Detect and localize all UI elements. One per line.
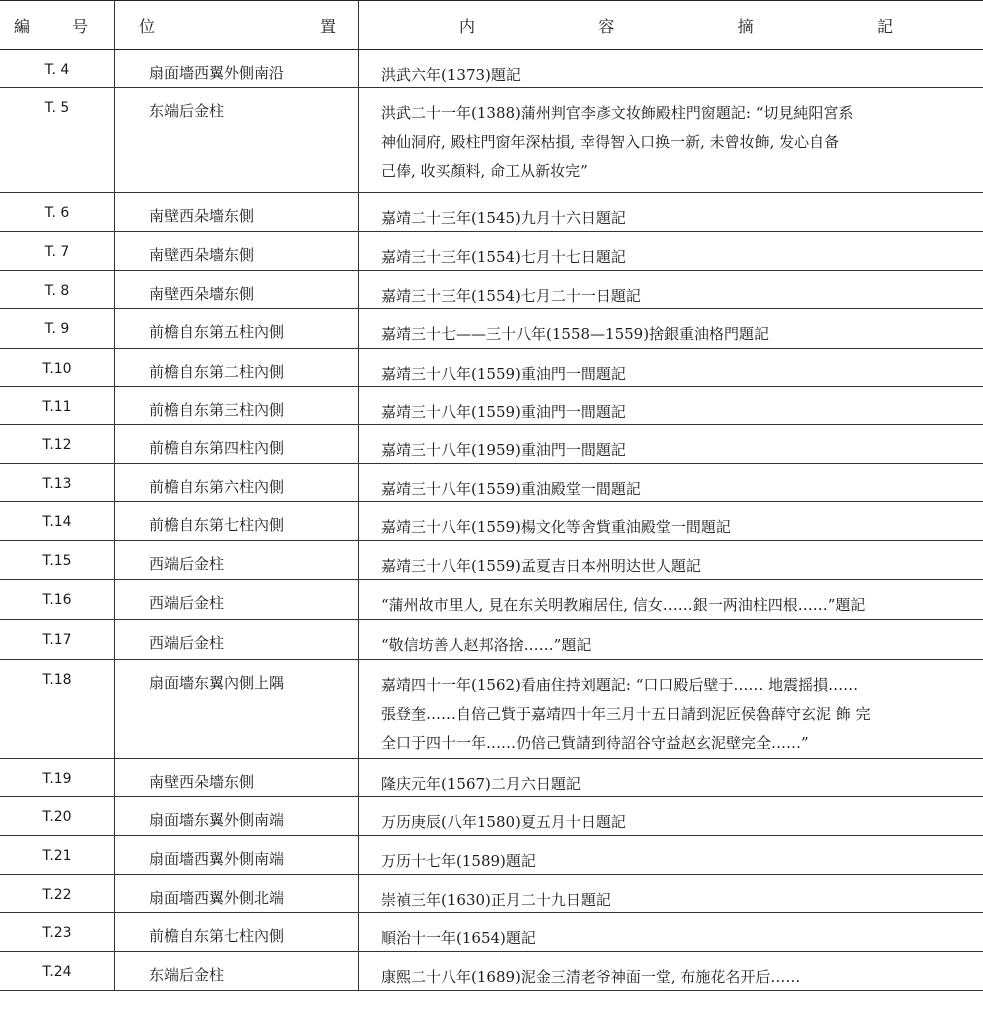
cell-content <box>359 425 983 463</box>
cell-location: 西端后金柱 <box>115 620 359 659</box>
cell-location: 前檐自东第三柱內側 <box>115 387 359 424</box>
cell-content <box>359 797 983 835</box>
table-row <box>0 387 983 425</box>
cell-location: 东端后金柱 <box>115 88 359 192</box>
cell-content <box>359 620 983 659</box>
content-line: 崇禎三年(1630)正月二十九日題記 <box>381 891 611 909</box>
cell-number: T. 6 <box>0 193 115 231</box>
cell-number: T.21 <box>0 836 115 874</box>
content-line: 嘉靖三十八年(1559)孟夏吉日本州明达世人題記 <box>381 557 701 575</box>
cell-content <box>359 875 983 912</box>
table-body <box>0 50 983 991</box>
content-line: 洪武二十一年(1388)蒲州判官李彥文妆飾殿柱門窗題記: “切見純阳宮系 <box>381 104 854 122</box>
content-line: 嘉靖三十三年(1554)七月二十一日題記 <box>381 287 641 305</box>
cell-number: T.13 <box>0 464 115 501</box>
content-line: 嘉靖三十七——三十八年(1558—1559)捨銀重油格門題記 <box>381 325 770 343</box>
cell-content <box>359 952 983 990</box>
table-header <box>0 1 983 50</box>
table-row <box>0 952 983 991</box>
cell-content <box>359 580 983 619</box>
table-row <box>0 913 983 952</box>
table-row <box>0 620 983 660</box>
content-line: 嘉靖三十三年(1554)七月十七日題記 <box>381 248 626 266</box>
cell-number: T.23 <box>0 913 115 951</box>
cell-content <box>359 913 983 951</box>
cell-number: T.20 <box>0 797 115 835</box>
table-row <box>0 875 983 913</box>
cell-number: T. 7 <box>0 232 115 270</box>
cell-location: 扇面墻东翼內側上隅 <box>115 660 359 758</box>
content-line: 嘉靖三十八年(1559)重油殿堂一間題記 <box>381 480 641 498</box>
content-line: 己俸, 收买顏料, 命工从新妆完” <box>381 162 588 180</box>
cell-location: 扇面墻东翼外側南端 <box>115 797 359 835</box>
cell-number: T.12 <box>0 425 115 463</box>
cell-content <box>359 836 983 874</box>
table-row <box>0 759 983 797</box>
cell-number: T.11 <box>0 387 115 424</box>
cell-content <box>359 502 983 540</box>
content-line: 隆庆元年(1567)二月六日題記 <box>381 775 581 793</box>
table-row <box>0 349 983 387</box>
cell-content <box>359 387 983 424</box>
content-line: 張登奎……自倍己貲于嘉靖四十年三月十五日請到泥匠侯魯薛守玄泥 飾 完 <box>381 705 871 723</box>
cell-number: T.18 <box>0 660 115 758</box>
cell-location: 扇面墻西翼外側北端 <box>115 875 359 912</box>
cell-content <box>359 309 983 348</box>
cell-number: T.17 <box>0 620 115 659</box>
cell-location: 前檐自东第五柱內側 <box>115 309 359 348</box>
cell-content <box>359 271 983 308</box>
table-row <box>0 502 983 541</box>
cell-location: 扇面墻西翼外側南端 <box>115 836 359 874</box>
table-row <box>0 464 983 502</box>
cell-content <box>359 50 983 87</box>
cell-number: T.14 <box>0 502 115 540</box>
cell-location: 前檐自东第四柱內側 <box>115 425 359 463</box>
table-row <box>0 425 983 464</box>
cell-location: 扇面墻西翼外側南沿 <box>115 50 359 87</box>
cell-location: 西端后金柱 <box>115 541 359 579</box>
cell-location: 南壁西朵墻东側 <box>115 271 359 308</box>
cell-number: T.16 <box>0 580 115 619</box>
content-line: 万历庚辰(八年1580)夏五月十日題記 <box>381 813 626 831</box>
content-line: 嘉靖三十八年(1559)重油門一間題記 <box>381 365 626 383</box>
cell-content <box>359 660 983 758</box>
cell-content <box>359 349 983 386</box>
cell-content <box>359 88 983 192</box>
cell-number: T.15 <box>0 541 115 579</box>
cell-number: T.10 <box>0 349 115 386</box>
header-location: 位 置 <box>115 1 359 49</box>
table-row <box>0 660 983 759</box>
cell-content <box>359 464 983 501</box>
cell-location: 前檐自东第七柱內側 <box>115 913 359 951</box>
table-row <box>0 50 983 88</box>
cell-location: 南壁西朵墻东側 <box>115 759 359 796</box>
table-row <box>0 836 983 875</box>
cell-location: 前檐自东第七柱內側 <box>115 502 359 540</box>
table-row <box>0 88 983 193</box>
cell-location: 南壁西朵墻东側 <box>115 193 359 231</box>
cell-number: T. 9 <box>0 309 115 348</box>
cell-number: T.22 <box>0 875 115 912</box>
content-line: 嘉靖三十八年(1959)重油門一間題記 <box>381 441 626 459</box>
cell-location: 前檐自东第二柱內側 <box>115 349 359 386</box>
cell-location: 南壁西朵墻东側 <box>115 232 359 270</box>
table-row <box>0 232 983 271</box>
content-line: “敬信坊善人赵邦洛捨……”題記 <box>381 636 592 654</box>
content-line: 神仙洞府, 殿柱門窗年深枯損, 幸得智入口换一新, 未曾妆飾, 发心自备 <box>381 133 840 151</box>
table-row <box>0 541 983 580</box>
content-line: 洪武六年(1373)題記 <box>381 66 521 84</box>
table-row <box>0 271 983 309</box>
cell-number: T. 5 <box>0 88 115 192</box>
content-line: 嘉靖四十一年(1562)看庙住持刘題記: “口口殿后壁于…… 地震摇損…… <box>381 676 859 694</box>
header-content: 内 容 摘 記 <box>459 16 893 36</box>
cell-content <box>359 541 983 579</box>
content-line: “蒲州故市里人, 見在东关明教廂居住, 信女……銀一两油柱四根……”題記 <box>381 596 866 614</box>
table-row <box>0 309 983 349</box>
cell-number: T.19 <box>0 759 115 796</box>
table-row <box>0 193 983 232</box>
cell-number: T. 8 <box>0 271 115 308</box>
content-line: 嘉靖三十八年(1559)楊文化等舍貲重油殿堂一間題記 <box>381 518 731 536</box>
content-line: 全口于四十一年……仍倍己貲請到待詔谷守益赵玄泥壁完全……” <box>381 734 809 752</box>
cell-content <box>359 759 983 796</box>
cell-location: 东端后金柱 <box>115 952 359 990</box>
table-row <box>0 580 983 620</box>
content-line: 順治十一年(1654)題記 <box>381 929 536 947</box>
header-number: 編 号 <box>0 1 115 49</box>
content-line: 万历十七年(1589)題記 <box>381 852 536 870</box>
content-line: 嘉靖二十三年(1545)九月十六日題記 <box>381 209 626 227</box>
cell-location: 西端后金柱 <box>115 580 359 619</box>
cell-number: T. 4 <box>0 50 115 87</box>
cell-number: T.24 <box>0 952 115 990</box>
content-line: 嘉靖三十八年(1559)重油門一間題記 <box>381 403 626 421</box>
cell-content <box>359 193 983 231</box>
content-line: 康熙二十八年(1689)泥金三清老爷神面一堂, 布施花名开后…… <box>381 968 801 986</box>
cell-location: 前檐自东第六柱內側 <box>115 464 359 501</box>
table-row <box>0 797 983 836</box>
cell-content <box>359 232 983 270</box>
